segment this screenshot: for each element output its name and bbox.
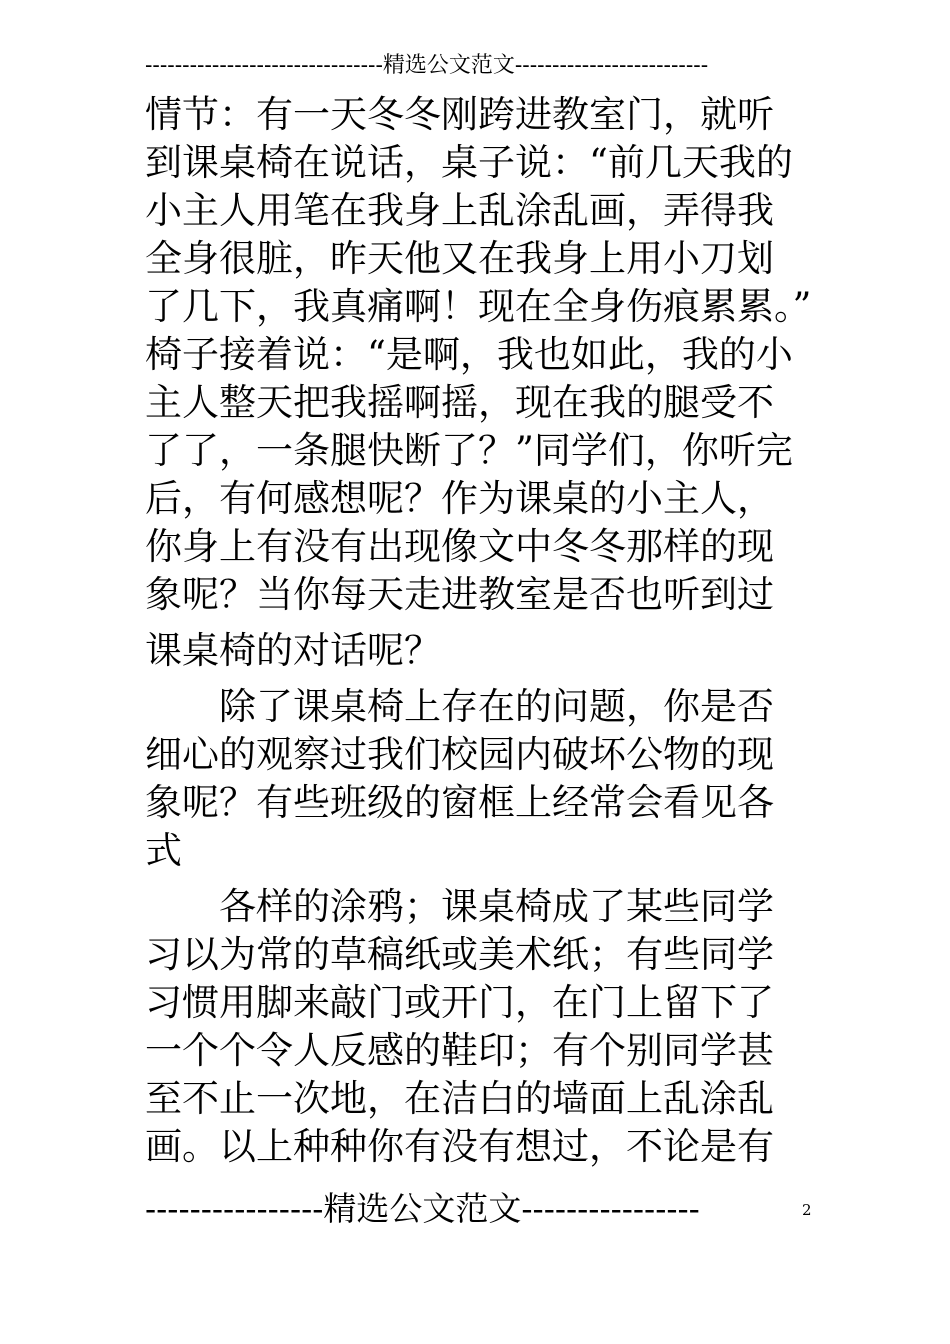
text-line: 式 (145, 829, 182, 872)
text-line: 画。以上种种你有没有想过，不论是有 (145, 1125, 774, 1168)
page-footer: ----------------精选公文范文---------------- (145, 1189, 700, 1228)
text-line: 了几下，我真痛啊！现在全身伤痕累累。” (145, 285, 812, 328)
page-number: 2 (802, 1201, 812, 1219)
page-header: --------------------------------精选公文范文-------------------------- (145, 53, 709, 78)
text-line: 全身很脏，昨天他又在我身上用小刀划 (145, 237, 774, 280)
text-line: 各样的涂鸦；课桌椅成了某些同学 (145, 885, 774, 928)
text-line: 后，有何感想呢？作为课桌的小主人， (145, 477, 774, 520)
text-line: 细心的观察过我们校园内破坏公物的现 (145, 733, 774, 776)
text-line: 习以为常的草稿纸或美术纸；有些同学 (145, 933, 774, 976)
text-line: 习惯用脚来敲门或开门，在门上留下了 (145, 981, 774, 1024)
text-line: 你身上有没有出现像文中冬冬那样的现 (145, 525, 774, 568)
text-line: 课桌椅的对话呢？ (145, 629, 441, 672)
text-line: 一个个令人反感的鞋印；有个别同学甚 (145, 1029, 774, 1072)
text-line: 情节：有一天冬冬刚跨进教室门，就听 (145, 93, 774, 136)
text-line: 椅子接着说：“是啊，我也如此，我的小 (145, 333, 793, 376)
text-line: 象呢？有些班级的窗框上经常会看见各 (145, 781, 774, 824)
text-line: 到课桌椅在说话，桌子说：“前几天我的 (145, 141, 793, 184)
text-line: 小主人用笔在我身上乱涂乱画，弄得我 (145, 189, 774, 232)
text-line: 至不止一次地，在洁白的墙面上乱涂乱 (145, 1077, 774, 1120)
text-line: 象呢？当你每天走进教室是否也听到过 (145, 573, 774, 616)
text-line: 了了，一条腿快断了？”同学们，你听完 (145, 429, 793, 472)
text-line: 主人整天把我摇啊摇，现在我的腿受不 (145, 381, 774, 424)
text-line: 除了课桌椅上存在的问题，你是否 (145, 685, 774, 728)
